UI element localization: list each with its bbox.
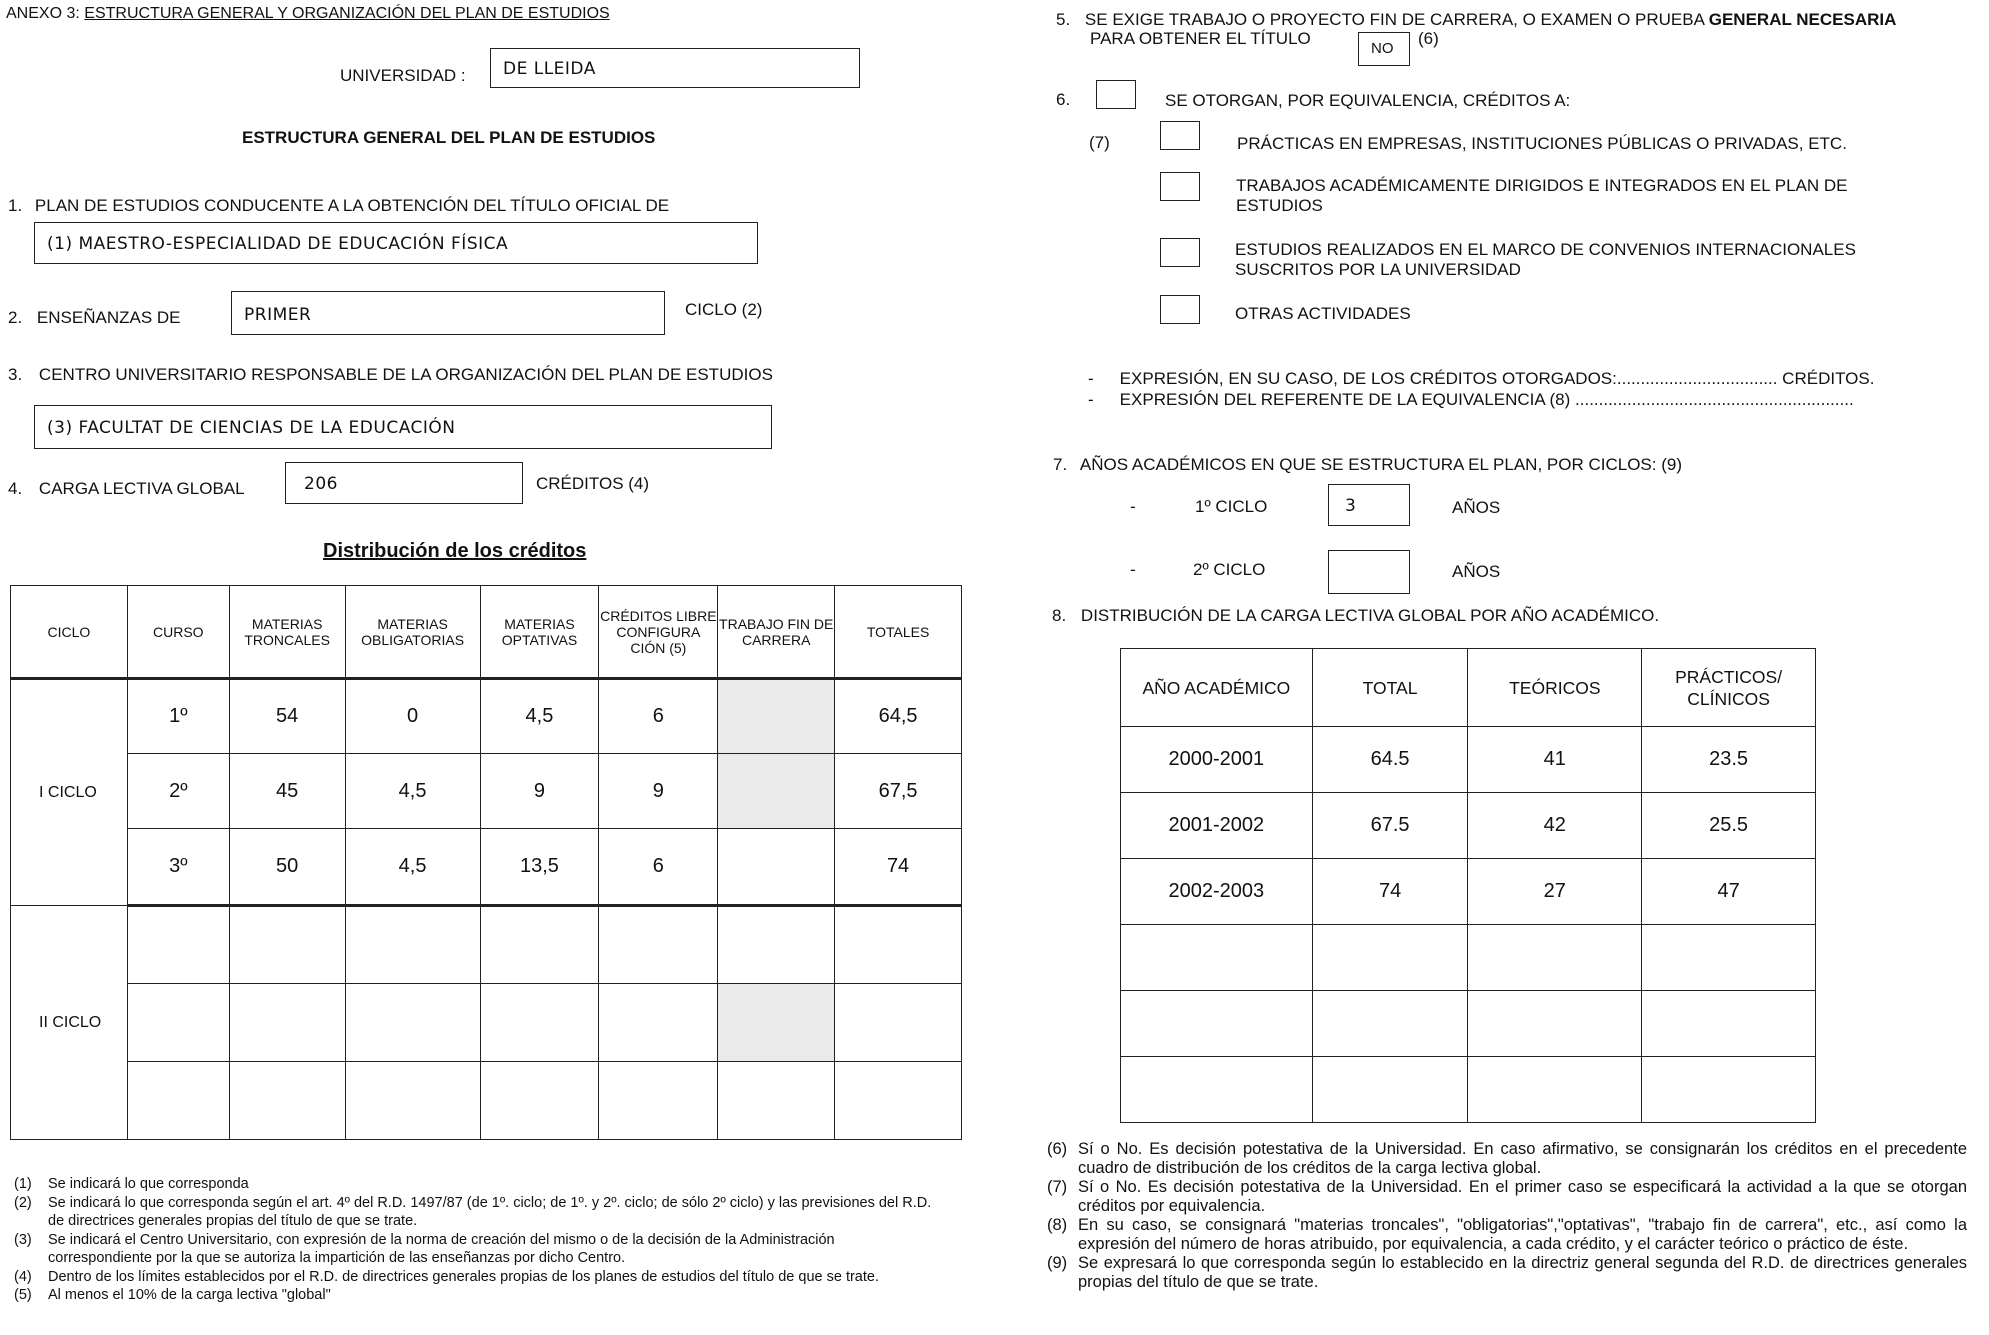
distribution-title: Distribución de los créditos: [323, 540, 587, 562]
q6-expr2: EXPRESIÓN DEL REFERENTE DE LA EQUIVALENCIA (8) ...........................................................: [1119, 390, 1854, 409]
cell-curso: 3º: [127, 829, 229, 906]
table-row-empty: [1121, 1057, 1816, 1123]
cell-year: 2000-2001: [1121, 727, 1313, 793]
q6-option-label: TRABAJOS ACADÉMICAMENTE DIRIGIDOS E INTEGRADOS EN EL PLAN DE ESTUDIOS: [1236, 176, 1848, 215]
annex-prefix: ANEXO 3:: [6, 5, 80, 22]
cell-troncales: 50: [229, 829, 345, 906]
q5-note: (6): [1418, 29, 1439, 48]
q5-number: 5.: [1056, 10, 1071, 29]
table-row-empty: [11, 906, 962, 984]
cell-totales: 64,5: [835, 679, 962, 754]
ciclo1-label: I CICLO: [11, 679, 128, 906]
cell-total: 74: [1312, 859, 1468, 925]
annex-heading: [6, 5, 610, 23]
q7-number: 7.: [1053, 455, 1068, 474]
cell-teoricos: 41: [1468, 727, 1642, 793]
table-row-empty: [11, 984, 962, 1062]
table-row: [1121, 793, 1816, 859]
q1-row: [8, 196, 669, 216]
q7-ciclo1-field[interactable]: [1328, 484, 1410, 526]
table-row-empty: [1121, 991, 1816, 1057]
universidad-value: DE LLEIDA: [503, 59, 596, 79]
cell-troncales: 45: [229, 754, 345, 829]
q6-note: (7): [1089, 133, 1110, 152]
cell-libre: 6: [599, 679, 718, 754]
header-optativas: MATERIAS OPTATIVAS: [480, 586, 599, 679]
q7-ciclo2-label: 2º CICLO: [1193, 560, 1266, 579]
year-header-row: [1121, 649, 1816, 727]
q2-field[interactable]: [231, 291, 665, 335]
annex-title: ESTRUCTURA GENERAL Y ORGANIZACIÓN DEL PLAN DE ESTUDIOS: [84, 5, 610, 22]
table-row-empty: [11, 1062, 962, 1140]
footnote: (3) Se indicará el Centro Universitario, con expresión de la norma de creación del mismo o de la decisión de la Administración correspondiente por la que se autoriza la impartición de las enseñanzas por dicho Centro.: [14, 1231, 835, 1266]
q7-ciclo1-label: 1º CICLO: [1195, 497, 1268, 516]
q2-number: 2.: [8, 308, 23, 327]
table-row: [1121, 859, 1816, 925]
cell-troncales: 54: [229, 679, 345, 754]
footnote: (5) Al menos el 10% de la carga lectiva "global": [14, 1287, 331, 1303]
cell-obligatorias: 4,5: [345, 829, 480, 906]
q7-row: [1053, 455, 1682, 475]
q3-number: 3.: [8, 365, 23, 384]
section-title: ESTRUCTURA GENERAL DEL PLAN DE ESTUDIOS: [242, 128, 656, 147]
header-totales: TOTALES: [835, 586, 962, 679]
table-row-empty: [1121, 925, 1816, 991]
footnote: (9) Se expresará lo que corresponda según lo establecido en la directriz general segunda del R.D. de directrices generales propias del título de que se trate.: [1047, 1254, 1967, 1291]
table-row: [11, 754, 962, 829]
q2-row: [8, 308, 181, 328]
q6-option-label: PRÁCTICAS EN EMPRESAS, INSTITUCIONES PÚBLICAS O PRIVADAS, ETC.: [1237, 134, 1847, 153]
q3-value: (3) FACULTAT DE CIENCIAS DE LA EDUCACIÓN: [47, 418, 456, 438]
q6-option-checkbox[interactable]: [1160, 295, 1200, 324]
header-total: TOTAL: [1312, 649, 1468, 727]
cell-optativas: 9: [480, 754, 599, 829]
footnote: (6) Sí o No. Es decisión potestativa de la Universidad. En caso afirmativo, se consignarán los créditos en el precedente cuadro de distribución de los créditos de la carga lectiva global.: [1047, 1140, 1967, 1177]
header-troncales: MATERIAS TRONCALES: [229, 586, 345, 679]
footnotes-left: [14, 1175, 934, 1305]
footnote: (7) Sí o No. Es decisión potestativa de la Universidad. En el primer caso se especificará la actividad a la que se otorgan créditos por equivalencia.: [1047, 1178, 1967, 1215]
header-ano-academico: AÑO ACADÉMICO: [1121, 649, 1313, 727]
cell-libre: 6: [599, 829, 718, 906]
distribution-table: [10, 585, 962, 1140]
cell-total: 67.5: [1312, 793, 1468, 859]
cell-total: 64.5: [1312, 727, 1468, 793]
q1-label: PLAN DE ESTUDIOS CONDUCENTE A LA OBTENCIÓN DEL TÍTULO OFICIAL DE: [34, 196, 670, 215]
q5-text-b: GENERAL NECESARIA: [1708, 10, 1897, 29]
q5-line1: [1056, 10, 1896, 30]
universidad-field[interactable]: [490, 48, 860, 88]
table-row: [11, 829, 962, 906]
cell-optativas: 13,5: [480, 829, 599, 906]
cell-teoricos: 27: [1468, 859, 1642, 925]
q7-ciclo1-value: 3: [1345, 496, 1357, 516]
cell-curso: 1º: [127, 679, 229, 754]
header-practicos: PRÁCTICOS/ CLÍNICOS: [1642, 649, 1816, 727]
q3-label: CENTRO UNIVERSITARIO RESPONSABLE DE LA ORGANIZACIÓN DEL PLAN DE ESTUDIOS: [38, 365, 773, 384]
q4-field[interactable]: [285, 462, 523, 504]
q6-option-checkbox[interactable]: [1160, 121, 1200, 150]
header-curso: CURSO: [127, 586, 229, 679]
q6-option-checkbox[interactable]: [1160, 172, 1200, 201]
footnote: (4) Dentro de los límites establecidos por el R.D. de directrices generales propias de los planes de estudios del título de que se trate.: [14, 1268, 879, 1285]
q3-row: [8, 365, 773, 385]
table-row: [1121, 727, 1816, 793]
q5-value: NO: [1371, 40, 1394, 57]
q6-option-label: OTRAS ACTIVIDADES: [1235, 304, 1411, 323]
q6-expr1-row: - EXPRESIÓN, EN SU CASO, DE LOS CRÉDITOS OTORGADOS:.................................. CRÉDITOS.: [1088, 369, 1875, 388]
ciclo2-label: II CICLO: [11, 906, 128, 1140]
cell-practicos: 47: [1642, 859, 1816, 925]
q6-label: SE OTORGAN, POR EQUIVALENCIA, CRÉDITOS A:: [1165, 91, 1571, 110]
cell-teoricos: 42: [1468, 793, 1642, 859]
q6-option-checkbox[interactable]: [1160, 238, 1200, 267]
cell-obligatorias: 4,5: [345, 754, 480, 829]
footnote: (1) Se indicará lo que corresponda: [14, 1176, 249, 1192]
q4-label: CARGA LECTIVA GLOBAL: [38, 479, 245, 498]
cell-curso: 2º: [127, 754, 229, 829]
q5-answer-box[interactable]: [1358, 32, 1410, 66]
page: ANEXO 3: ESTRUCTURA GENERAL Y ORGANIZACIÓN DEL PLAN DE ESTUDIOS UNIVERSIDAD : DE LLEIDA ESTRUCTURA GENERAL DEL PLAN DE ESTUDIOS 1. PLAN DE ESTUDIOS CONDUCENTE A LA OBTENCIÓN DEL TÍTULO OFICIAL DE (1) MAESTRO-ESPECIALIDAD DE EDUCACIÓN FÍSICA 2. ENSEÑANZAS DE PRIMER CICLO (2) 3. CENTRO UNIVERSITARIO RESPONSABLE DE LA ORGANIZACIÓN DEL PLAN DE ESTUDIOS (3) FACULTAT DE CIENCIAS DE LA EDUCACIÓN 4. CARGA LECTIVA GLOBAL 206 CRÉDITOS (4) Distribución de los créditos CICLO CURSO MATERIAS TRONCALES MATERIAS OBLIGATORIAS MATERIAS OPTATIVAS CRÉDITOS LIBRE CONFIGURA CIÓN (5) TRABAJO FIN DE CARRERA TOTALES I CICLO 1º 54 0 4,5 6 64,5 2º 45 4,5 9 9 67,5 3º 50 4,5 13,5 6 74 II CICLO (1) Se indicará lo que corresponda (2) Se indicará lo que corresponda según el art. 4º del R.D. 1497/87 (de 1º. ciclo; de 1º. y 2º. ciclo; de sólo 2º ciclo) y las previsiones del R.D. de directrices generales propias del título de que se trate. (3) Se indicará el Centro Universitario, con expresión de la norma de creación del mismo o de la decisión de la Administración correspondiente por la que se autoriza la impartición de las enseñanzas por dicho Centro. (4) Dentro de los límites establecidos por el R.D. de directrices generales propias de los planes de estudios del título de que se trate. (5) Al menos el 10% de la carga lectiva "global" 5. SE EXIGE TRABAJO O PROYECTO FIN DE CARRERA, O EXAMEN O PRUEBA GENERAL NECESARIA PARA OBTENER EL TÍTULO NO (6) 6. SE OTORGAN, POR EQUIVALENCIA, CRÉDITOS A: (7) PRÁCTICAS EN EMPRESAS, INSTITUCIONES PÚBLICAS O PRIVADAS, ETC. TRABAJOS ACADÉMICAMENTE DIRIGIDOS E INTEGRADOS EN EL PLAN DE ESTUDIOS ESTUDIOS REALIZADOS EN EL MARCO DE CONVENIOS INTERNACIONALES SUSCRITOS POR LA UNIVERSIDAD OTRAS ACTIVIDADES - EXPRESIÓN, EN SU CASO, DE LOS CRÉDITOS OTORGADOS:.................................. CRÉDITOS. - EXPRESIÓN DEL REFERENTE DE LA EQUIVALENCIA (8) ........................................................... 7. AÑOS ACADÉMICOS EN QUE SE ESTRUCTURA EL PLAN, POR CICLOS: (9) - 1º CICLO 3 AÑOS - 2º CICLO AÑOS 8. DISTRIBUCIÓN DE LA CARGA LECTIVA GLOBAL POR AÑO ACADÉMICO. AÑO ACADÉMICO TOTAL TEÓRICOS PRÁCTICOS/ CLÍNICOS 2000-2001 64.5 41 23.5 2001-2002 67.5 42 25.5 2002-2003 74 27 47 (6) Sí o No. Es decisión potestativa de la Universidad. En caso afirmativo, se consignarán los créditos en el precedente cuadro de distribución de los créditos de la carga lectiva global. (7) Sí o No. Es decisión potestativa de la Universidad. En el primer caso se especificará la actividad a la que se otorgan créditos por equivalencia. (8) En su caso, se consignará "materias troncales", "obligatorias","optativas", "trabajo fin de carrera", etc., así como la expresión del número de horas atribuido, por equivalencia, a cada crédito, y el carácter teórico o práctico de éste. (9) Se expresará lo que corresponda según lo establecido en la directriz general segunda del R.D. de directrices generales propias del título de que se trate.: [6, 5, 1967, 1303]
q6-option-label: ESTUDIOS REALIZADOS EN EL MARCO DE CONVENIOS INTERNACIONALES SUSCRITOS POR LA UNIVERSIDAD: [1235, 240, 1856, 279]
q5-line2: PARA OBTENER EL TÍTULO: [1090, 29, 1311, 48]
header-teoricos: TEÓRICOS: [1468, 649, 1642, 727]
cell-trabajo: [718, 754, 835, 829]
q4-value: 206: [304, 474, 338, 494]
footnotes-right: [1047, 1140, 1967, 1292]
cell-totales: 74: [835, 829, 962, 906]
q4-suffix: CRÉDITOS (4): [536, 474, 650, 493]
cell-year: 2002-2003: [1121, 859, 1313, 925]
q8-row: [1052, 606, 1659, 626]
q3-field[interactable]: [34, 405, 772, 449]
q2-label: ENSEÑANZAS DE: [36, 308, 181, 327]
cell-optativas: 4,5: [480, 679, 599, 754]
header-obligatorias: MATERIAS OBLIGATORIAS: [345, 586, 480, 679]
year-distribution-table: [1120, 648, 1816, 1123]
cell-year: 2001-2002: [1121, 793, 1313, 859]
universidad-label: UNIVERSIDAD :: [340, 66, 466, 85]
footnote: (2) Se indicará lo que corresponda según el art. 4º del R.D. 1497/87 (de 1º. ciclo; de 1º. y 2º. ciclo; de sólo 2º ciclo) y las previsiones del R.D. de directrices generales propias del título de que se trate.: [14, 1194, 932, 1229]
q8-number: 8.: [1052, 606, 1067, 625]
q1-field[interactable]: [34, 222, 758, 264]
q7-ciclo2-field[interactable]: [1328, 550, 1410, 594]
cell-practicos: 23.5: [1642, 727, 1816, 793]
header-ciclo: CICLO: [11, 586, 128, 679]
cell-libre: 9: [599, 754, 718, 829]
q1-value: (1) MAESTRO-ESPECIALIDAD DE EDUCACIÓN FÍSICA: [47, 234, 509, 254]
cell-obligatorias: 0: [345, 679, 480, 754]
q6-number: 6.: [1056, 90, 1071, 109]
header-trabajo-fin-carrera: TRABAJO FIN DE CARRERA: [718, 586, 835, 679]
q5-text-a: SE EXIGE TRABAJO O PROYECTO FIN DE CARRERA, O EXAMEN O PRUEBA: [1084, 10, 1704, 29]
q7-unit: AÑOS: [1452, 498, 1501, 517]
cell-trabajo: [718, 829, 835, 906]
q7-unit: AÑOS: [1452, 562, 1501, 581]
q6-checkbox[interactable]: [1096, 80, 1136, 109]
distribution-header-row: [11, 586, 962, 679]
q8-label: DISTRIBUCIÓN DE LA CARGA LECTIVA GLOBAL POR AÑO ACADÉMICO.: [1080, 606, 1660, 625]
cell-practicos: 25.5: [1642, 793, 1816, 859]
q2-value: PRIMER: [244, 305, 312, 325]
q2-suffix: CICLO (2): [685, 300, 763, 319]
q4-number: 4.: [8, 479, 23, 498]
table-row: [11, 679, 962, 754]
cell-trabajo: [718, 679, 835, 754]
q6-expr2-row: - EXPRESIÓN DEL REFERENTE DE LA EQUIVALENCIA (8) ...........................................................: [1088, 390, 1854, 409]
q6-expr1: EXPRESIÓN, EN SU CASO, DE LOS CRÉDITOS OTORGADOS:.................................. CRÉDITOS.: [1119, 369, 1875, 388]
header-libre-configuracion: CRÉDITOS LIBRE CONFIGURA CIÓN (5): [599, 586, 718, 679]
cell-totales: 67,5: [835, 754, 962, 829]
footnote: (8) En su caso, se consignará "materias troncales", "obligatorias","optativas", "trabajo fin de carrera", etc., así como la expresión del número de horas atribuido, por equivalencia, a cada crédito, y el carácter teórico o práctico de éste.: [1047, 1216, 1967, 1253]
q4-row: [8, 479, 245, 499]
q1-number: 1.: [8, 196, 23, 215]
q7-label: AÑOS ACADÉMICOS EN QUE SE ESTRUCTURA EL PLAN, POR CICLOS: (9): [1079, 455, 1682, 474]
